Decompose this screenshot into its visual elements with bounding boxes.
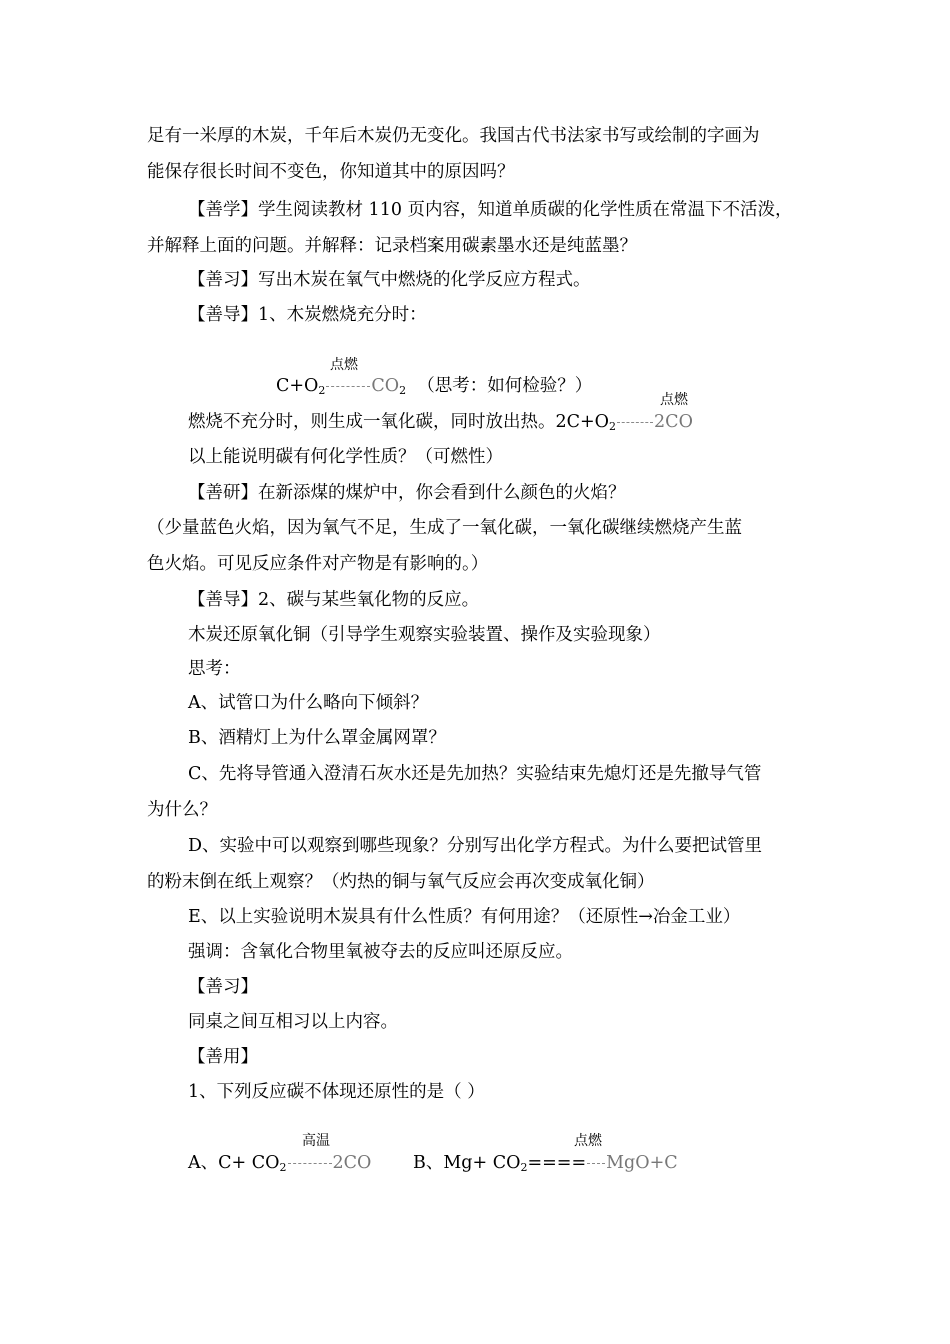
paragraph-line: 【善用】 [188,1047,258,1067]
paragraph-line: 能保存很长时间不变色，你知道其中的原因吗？ [147,162,515,182]
option-label: B、Mg+ CO [413,1153,521,1173]
equation-left: 2C+O [555,412,610,432]
paragraph-line: 【善导】2、碳与某些氧化物的反应。 [188,590,480,610]
option-a [188,1151,371,1177]
paragraph-line: C、先将导管通入澄清石灰水还是先加热？实验结束先熄灯还是先撤导气管 [188,764,762,784]
paragraph-line: 【善学】学生阅读教材 110 页内容，知道单质碳的化学性质在常温下不活泼， [188,200,793,220]
paragraph-text: 燃烧不充分时，则生成一氧化碳，同时放出热。 [188,412,556,432]
subscript: 2 [609,420,617,433]
paragraph-line: A、试管口为什么略向下倾斜？ [188,693,429,713]
paragraph-line: 足有一米厚的木炭，千年后木炭仍无变化。我国古代书法家书写或绘制的字画为 [147,126,760,146]
option-b [413,1151,678,1177]
equation-right: 2CO [332,1153,372,1173]
paragraph-line: E、以上实验说明木炭具有什么性质？有何用途？（还原性→冶金工业） [188,907,741,927]
paragraph-line: 以上能说明碳有何化学性质？（可燃性） [188,447,503,467]
equation-note: （思考：如何检验？） [417,376,593,396]
reaction-arrow [617,422,653,423]
paragraph-line: 【善研】在新添煤的煤炉中，你会看到什么颜色的火焰？ [188,483,626,503]
paragraph-line [188,410,693,436]
paragraph-line: 色火焰。可见反应条件对产物是有影响的。） [147,554,489,574]
chemical-equation [276,374,592,400]
paragraph-line: 的粉末倒在纸上观察？（灼热的铜与氧气反应会再次变成氧化铜） [147,872,655,892]
paragraph-line: 思考： [188,659,241,679]
reaction-condition: 点燃 [574,1133,602,1149]
equation-left: C+O [276,376,319,396]
reaction-arrow [326,386,370,387]
paragraph-line: B、酒精灯上为什么罩金属网罩？ [188,728,446,748]
reaction-arrow [288,1163,332,1164]
option-label: A、C+ CO [188,1153,280,1173]
paragraph-line: 并解释上面的问题。并解释：记录档案用碳素墨水还是纯蓝墨？ [147,236,637,256]
subscript: 2 [399,384,407,397]
reaction-arrow [587,1163,605,1164]
paragraph-line: 同桌之间互相习以上内容。 [188,1012,398,1032]
question-line: 1、下列反应碳不体现还原性的是（ ） [188,1082,485,1102]
equals-sign: ==== [527,1153,587,1173]
reaction-condition: 点燃 [660,392,688,408]
reaction-condition: 点燃 [330,357,358,373]
subscript: 2 [318,384,326,397]
equation-right: CO [371,376,400,396]
subscript: 2 [279,1161,287,1174]
paragraph-line: 【善习】 [188,977,258,997]
equation-right: 2CO [654,412,693,432]
paragraph-line: 木炭还原氧化铜（引导学生观察实验装置、操作及实验现象） [188,625,661,645]
equation-right: MgO+C [606,1153,678,1173]
reaction-condition: 高温 [302,1133,330,1149]
paragraph-line: 为什么？ [147,800,217,820]
paragraph-line: 强调：含氧化合物里氧被夺去的反应叫还原反应。 [188,942,573,962]
paragraph-line: 【善习】写出木炭在氧气中燃烧的化学反应方程式。 [188,270,591,290]
subscript: 2 [520,1161,528,1174]
paragraph-line: （少量蓝色火焰，因为氧气不足，生成了一氧化碳，一氧化碳继续燃烧产生蓝 [147,518,742,538]
paragraph-line: D、实验中可以观察到哪些现象？分别写出化学方程式。为什么要把试管里 [188,836,763,856]
paragraph-line: 【善导】1、木炭燃烧充分时： [188,305,427,325]
